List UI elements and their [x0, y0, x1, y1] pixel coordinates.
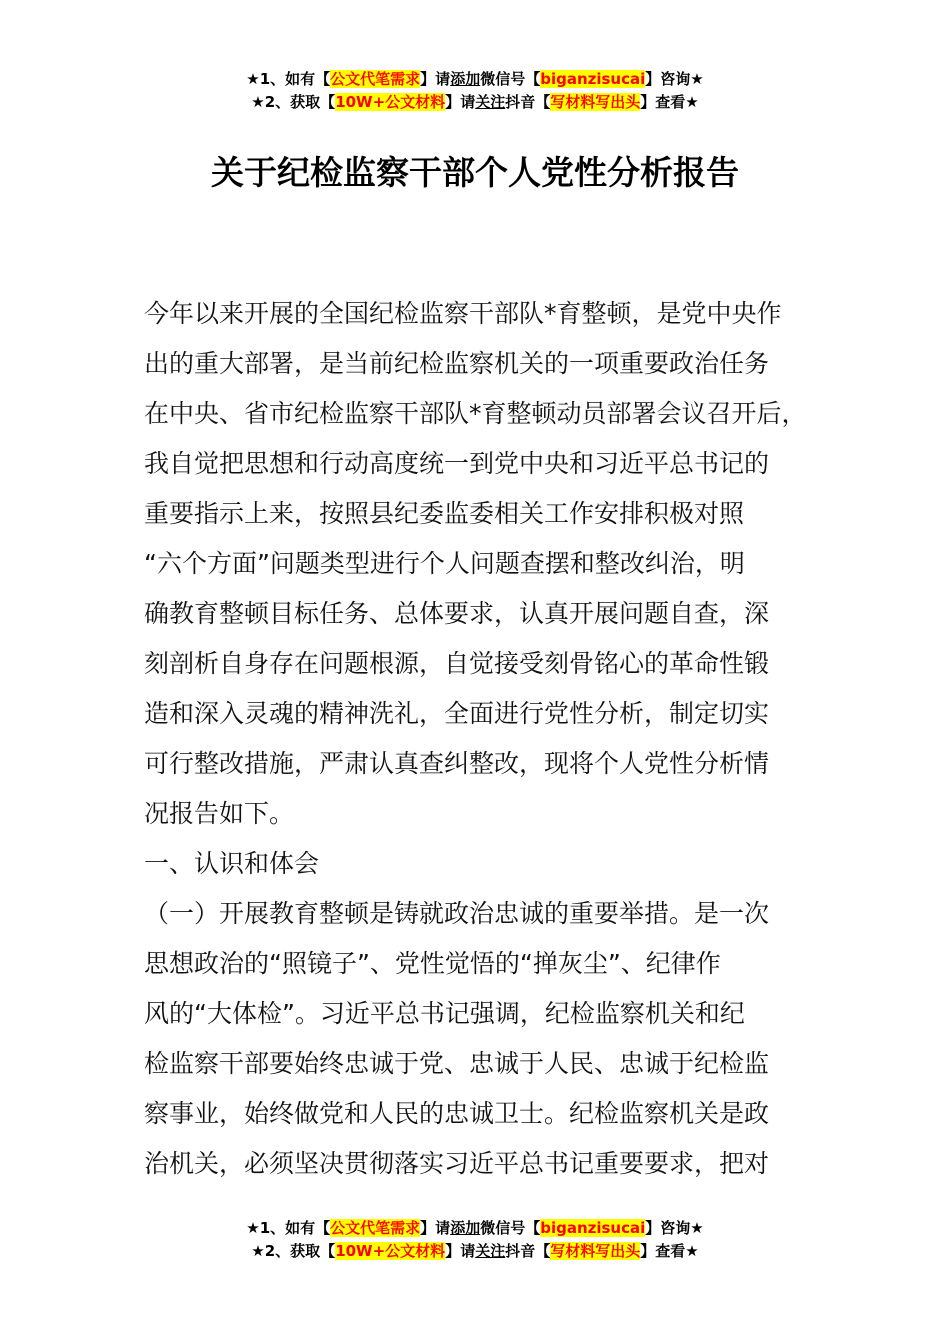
highlight-wechat-id: biganzisucai	[540, 70, 646, 88]
highlight-wechat-id: biganzisucai	[540, 1219, 646, 1237]
promo-line-2: ★2、获取【10W+公文材料】请关注抖音【写材料写出头】查看★	[251, 93, 699, 111]
document-title: 关于纪检监察干部个人党性分析报告	[211, 153, 739, 192]
highlight-service: 公文代笔需求	[330, 70, 421, 88]
promo-header	[0, 68, 950, 114]
body-line: 在中央、省市纪检监察干部队*育整顿动员部署会议召开后，	[144, 399, 807, 428]
body-line: 检监察干部要始终忠诚于党、忠诚于人民、忠诚于纪检监	[144, 1049, 770, 1078]
body-line: 重要指示上来，按照县纪委监委相关工作安排积极对照	[144, 499, 745, 528]
section-heading: 一、认识和体会	[144, 849, 320, 878]
highlight-materials: 10W+公文材料	[335, 93, 446, 111]
promo-line-1: ★1、如有【公文代笔需求】请添加微信号【biganzisucai】咨询★	[246, 70, 704, 88]
body-line: （一）开展教育整顿是铸就政治忠诚的重要举措。是一次	[144, 899, 770, 928]
promo-footer	[0, 1217, 950, 1263]
highlight-douyin: 写材料写出头	[550, 1242, 641, 1260]
body-line: 思想政治的“照镜子”、党性觉悟的“掸灰尘”、纪律作	[144, 949, 721, 978]
body-line: 确教育整顿目标任务、总体要求，认真开展问题自查，深	[144, 599, 770, 628]
highlight-service: 公文代笔需求	[330, 1219, 421, 1237]
body-line: 造和深入灵魂的精神洗礼，全面进行党性分析，制定切实	[144, 699, 770, 728]
body-line: 出的重大部署，是当前纪检监察机关的一项重要政治任务	[144, 349, 770, 378]
body-line: 察事业，始终做党和人民的忠诚卫士。纪检监察机关是政	[144, 1099, 770, 1128]
highlight-douyin: 写材料写出头	[550, 93, 641, 111]
body-line: 治机关，必须坚决贯彻落实习近平总书记重要要求，把对	[144, 1149, 770, 1178]
highlight-materials: 10W+公文材料	[335, 1242, 446, 1260]
promo-line-1: ★1、如有【公文代笔需求】请添加微信号【biganzisucai】咨询★	[246, 1219, 704, 1237]
body-line: 风的“大体检”。习近平总书记强调，纪检监察机关和纪	[144, 999, 745, 1028]
promo-line-2: ★2、获取【10W+公文材料】请关注抖音【写材料写出头】查看★	[251, 1242, 699, 1260]
body-line: 刻剖析自身存在问题根源，自觉接受刻骨铭心的革命性锻	[144, 649, 770, 678]
body-line: 今年以来开展的全国纪检监察干部队*育整顿，是党中央作	[144, 299, 782, 328]
body-line: 可行整改措施，严肃认真查纠整改，现将个人党性分析情	[144, 749, 770, 778]
body-line: 我自觉把思想和行动高度统一到党中央和习近平总书记的	[144, 449, 770, 478]
body-line: 况报告如下。	[144, 799, 295, 828]
body-line: “六个方面”问题类型进行个人问题查摆和整改纠治，明	[144, 549, 745, 578]
document-body	[144, 289, 824, 1189]
